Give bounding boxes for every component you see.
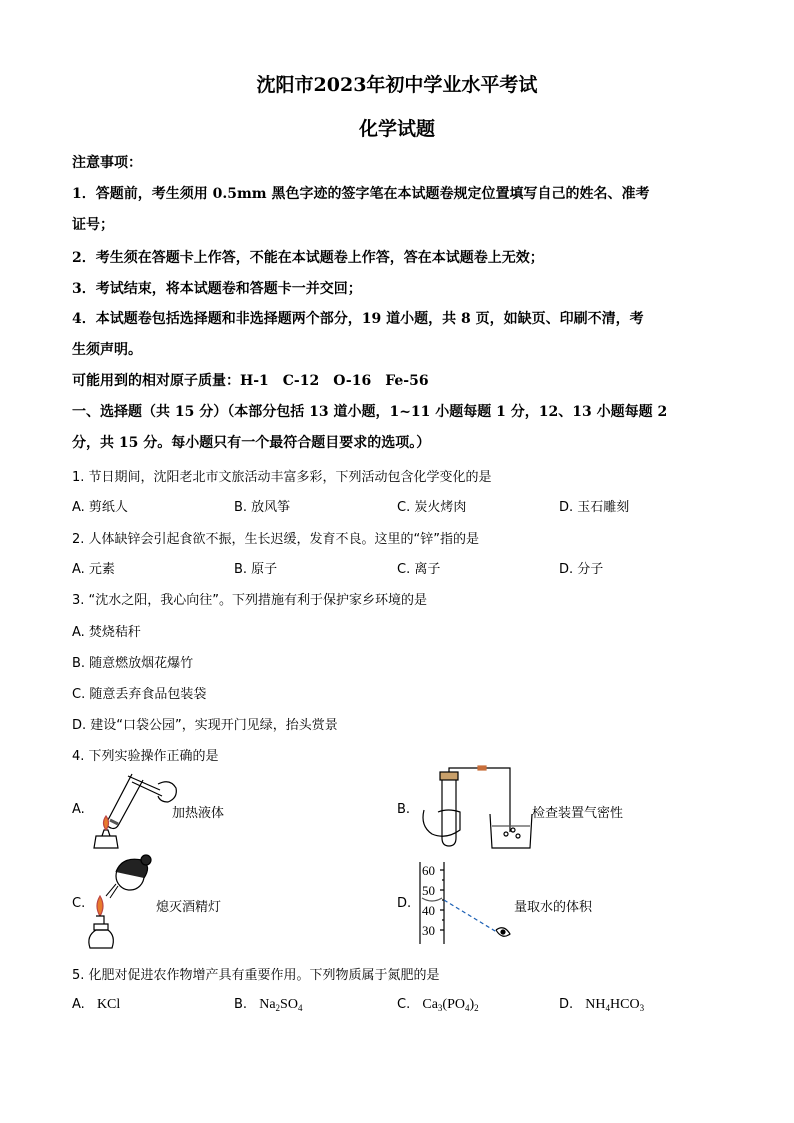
q5-b-f2: SO bbox=[280, 997, 298, 1012]
q1-option-a[interactable]: A. 剪纸人 bbox=[72, 500, 128, 515]
q2-option-a[interactable]: A. 元素 bbox=[72, 562, 115, 577]
tick-30: 30 bbox=[422, 923, 435, 938]
q3-stem: 3. “沈水之阳，我心向往”。下列措施有利于保护家乡环境的是 bbox=[72, 593, 428, 608]
q1-stem: 1. 节日期间，沈阳老北市文旅活动丰富多彩，下列活动包含化学变化的是 bbox=[72, 470, 492, 485]
q4-option-c-label: 熄灭酒精灯 bbox=[156, 900, 222, 915]
q5-c-f2: (PO bbox=[442, 997, 465, 1012]
q5-b-f1: Na bbox=[259, 997, 276, 1012]
q5-option-b-letter: B. bbox=[234, 997, 248, 1012]
notice-item-1: 1．答题前，考生须用 0.5mm 黑色字迹的签字笔在本试题卷规定位置填写自己的姓名、准考 bbox=[72, 186, 650, 202]
q2-stem: 2. 人体缺锌会引起食欲不振，生长迟缓，发育不良。这里的“锌”指的是 bbox=[72, 532, 480, 547]
q4-option-b-label: 检查装置气密性 bbox=[532, 806, 624, 821]
q5-option-a-letter: A. bbox=[72, 997, 85, 1012]
q5-option-b[interactable] bbox=[234, 997, 302, 1013]
q4-stem: 4. 下列实验操作正确的是 bbox=[72, 749, 219, 764]
tick-50: 50 bbox=[422, 883, 435, 898]
page-subtitle: 化学试题 bbox=[358, 118, 435, 140]
q5-b-s2: 4 bbox=[297, 1003, 303, 1013]
q5-option-d-formula bbox=[585, 997, 644, 1012]
q5-option-c[interactable] bbox=[397, 997, 479, 1013]
q3-option-d[interactable]: D. 建设“口袋公园”，实现开门见绿，抬头赏景 bbox=[72, 718, 338, 733]
section-1-heading-cont: 分，共 15 分。每小题只有一个最符合题目要求的选项。） bbox=[72, 435, 431, 451]
q5-option-d[interactable] bbox=[559, 997, 644, 1013]
section-1-heading: 一、选择题（共 15 分）（本部分包括 13 道小题，1~11 小题每题 1 分，12、13 小题每题 2 bbox=[72, 404, 668, 420]
q5-option-d-letter: D. bbox=[559, 997, 574, 1012]
notice-heading: 注意事项： bbox=[72, 155, 142, 171]
q1-option-b[interactable]: B. 放风筝 bbox=[234, 500, 291, 515]
q3-option-a[interactable]: A. 焚烧秸秆 bbox=[72, 625, 141, 640]
heating-liquid-figure bbox=[88, 768, 178, 850]
q5-option-a-formula: KCl bbox=[96, 997, 121, 1012]
q4-option-d-letter[interactable]: D. bbox=[397, 896, 412, 911]
q4-option-d-label: 量取水的体积 bbox=[514, 900, 593, 915]
q5-option-c-formula bbox=[422, 997, 478, 1012]
q2-option-c[interactable]: C. 离子 bbox=[397, 562, 441, 577]
atomic-masses: 可能用到的相对原子质量：H-1 C-12 O-16 Fe-56 bbox=[72, 373, 429, 389]
q3-option-b[interactable]: B. 随意燃放烟花爆竹 bbox=[72, 656, 194, 671]
q2-option-d[interactable]: D. 分子 bbox=[559, 562, 604, 577]
notice-item-1-cont: 证号； bbox=[72, 217, 114, 233]
q5-c-s3: 2 bbox=[474, 1003, 479, 1013]
q4-option-c-letter[interactable]: C. bbox=[72, 896, 86, 911]
q5-c-f1: Ca bbox=[422, 997, 438, 1012]
q4-option-b-letter[interactable]: B. bbox=[397, 802, 411, 817]
q1-option-d[interactable]: D. 玉石雕刻 bbox=[559, 500, 630, 515]
airtightness-figure bbox=[418, 768, 534, 852]
blow-lamp-figure bbox=[86, 852, 160, 954]
page-title: 沈阳市2023年初中学业水平考试 bbox=[256, 74, 538, 96]
q4-option-a-label: 加热液体 bbox=[172, 806, 225, 821]
notice-item-2: 2．考生须在答题卡上作答，不能在本试题卷上作答，答在本试题卷上无效； bbox=[72, 250, 544, 266]
q5-option-a[interactable] bbox=[72, 997, 120, 1013]
q5-stem: 5. 化肥对促进农作物增产具有重要作用。下列物质属于氮肥的是 bbox=[72, 968, 440, 983]
notice-item-3: 3．考试结束，将本试题卷和答题卡一并交回； bbox=[72, 281, 362, 297]
q5-option-c-letter: C. bbox=[397, 997, 411, 1012]
q5-d-f2: HCO bbox=[610, 997, 640, 1012]
notice-item-4: 4．本试题卷包括选择题和非选择题两个部分，19 道小题，共 8 页，如缺页、印刷不清，考 bbox=[72, 311, 644, 327]
q1-option-c[interactable]: C. 炭火烤肉 bbox=[397, 500, 467, 515]
tick-40: 40 bbox=[422, 903, 435, 918]
q5-c-s1: 3 bbox=[437, 1003, 443, 1013]
q2-option-b[interactable]: B. 原子 bbox=[234, 562, 278, 577]
q3-option-c[interactable]: C. 随意丢弃食品包装袋 bbox=[72, 687, 207, 702]
notice-item-4-cont: 生须声明。 bbox=[72, 342, 142, 358]
q4-option-a-letter[interactable]: A. bbox=[72, 802, 85, 817]
q5-d-s2: 3 bbox=[639, 1003, 645, 1013]
tick-60: 60 bbox=[422, 863, 435, 878]
q5-c-s2: 4 bbox=[464, 1003, 470, 1013]
q5-d-s1: 4 bbox=[605, 1003, 611, 1013]
q5-c-f3: ) bbox=[469, 997, 475, 1012]
q5-option-b-formula bbox=[259, 997, 302, 1012]
q5-b-s1: 2 bbox=[275, 1003, 281, 1013]
q5-d-f1: NH bbox=[585, 997, 606, 1012]
